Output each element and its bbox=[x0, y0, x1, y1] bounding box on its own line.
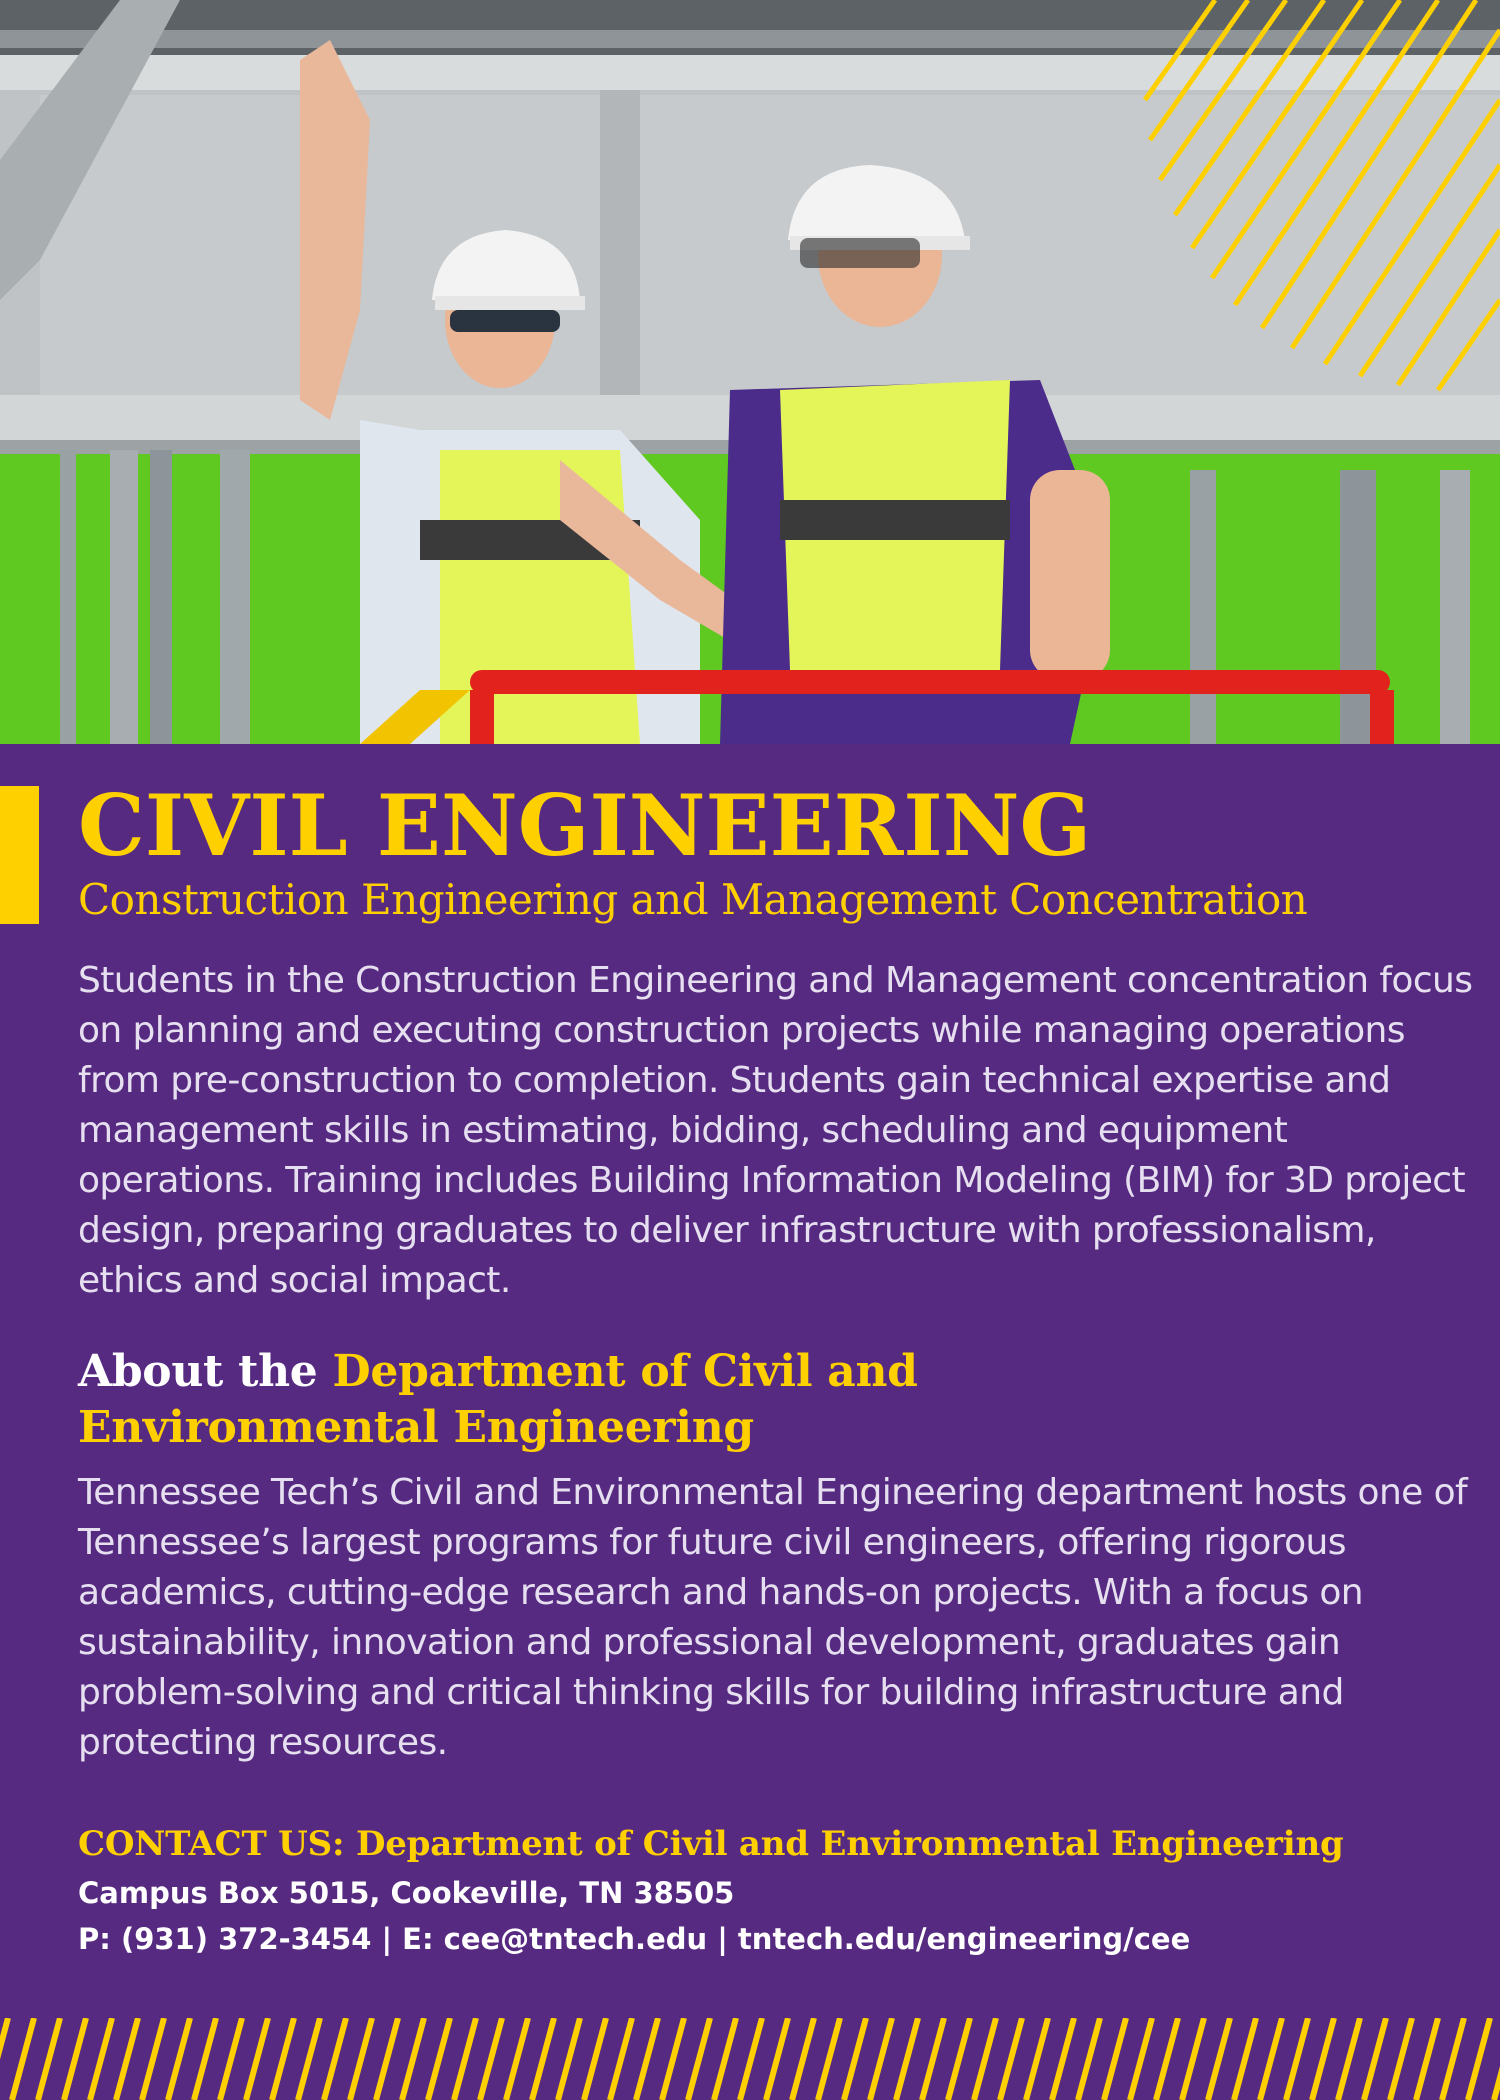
about-heading-highlight-2: Environmental Engineering bbox=[78, 1402, 754, 1453]
bottom-stripes bbox=[0, 2018, 1500, 2100]
contact-address: Campus Box 5015, Cookeville, TN 38505 bbox=[78, 1876, 735, 1910]
stripe-pattern bbox=[0, 2018, 1500, 2100]
accent-bar bbox=[0, 786, 39, 924]
hero-photo bbox=[0, 0, 1500, 744]
about-heading-highlight-1: Department of Civil and bbox=[332, 1346, 918, 1397]
contact-details: P: (931) 372-3454 | E: cee@tntech.edu | tntech.edu/engineering/cee bbox=[78, 1922, 1191, 1956]
contact-heading: CONTACT US: Department of Civil and Environmental Engineering bbox=[78, 1824, 1344, 1864]
content-area bbox=[78, 776, 1478, 1962]
page-subtitle: Construction Engineering and Management Concentration bbox=[78, 875, 1308, 924]
intro-paragraph: Students in the Construction Engineering and Management concentration focus on planning and executing construction projects while managing operations from pre-construction to completion. Students gain technical expertise and management skills in estimating, bidding, scheduling and equipment operations. Training includes Building Information Modeling (BIM) for 3D project design, preparing graduates to deliver infrastructure with professionalism, ethics and social impact. bbox=[78, 960, 1473, 1301]
page-title: CIVIL ENGINEERING bbox=[78, 776, 1092, 875]
about-heading bbox=[78, 1344, 1478, 1456]
about-heading-prefix: About the bbox=[78, 1346, 333, 1397]
construction-workers-photo bbox=[0, 0, 1500, 744]
about-paragraph: Tennessee Tech’s Civil and Environmental Engineering department hosts one of Tennessee’s largest programs for future civil engineers, offering rigorous academics, cutting-edge research and hands-on projects. With a focus on sustainability, innovation and professional development, graduates gain problem-solving and critical thinking skills for building infrastructure and protecting resources. bbox=[78, 1472, 1468, 1763]
